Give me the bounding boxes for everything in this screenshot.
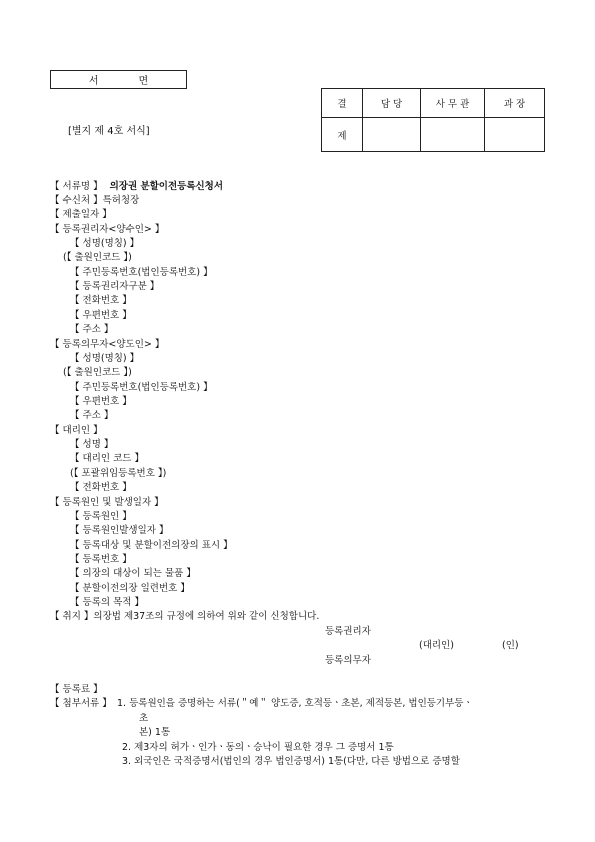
- title-char-2: 면: [138, 76, 149, 87]
- approval-sign-1: [363, 118, 421, 152]
- field-obligor-address: 【 주소 】: [70, 410, 114, 421]
- sign-agent: (대리인): [419, 640, 454, 651]
- field-agent-phone: 【 전화번호 】: [70, 482, 132, 493]
- approval-col-3: 과 장: [485, 89, 545, 118]
- attachment-item-1-cont: 초: [139, 713, 149, 724]
- field-cause-item: 【 등록원인 】: [70, 511, 132, 522]
- field-holder-address: 【 주소 】: [70, 324, 114, 335]
- approval-col-1: 담 당: [363, 89, 421, 118]
- field-holder-name: 【 성명(명칭) 】: [70, 238, 140, 249]
- field-article: 【 의장의 대상이 되는 물품 】: [70, 568, 196, 579]
- field-holder-zip: 【 우편번호 】: [70, 310, 132, 321]
- field-obligor-resident-no: 【 주민등록번호(법인등록번호) 】: [70, 382, 213, 393]
- field-holder: 【 등록권리자<양수인> 】: [50, 224, 165, 235]
- sign-seal: (인): [502, 640, 519, 651]
- field-holder-resident-no: 【 주민등록번호(법인등록번호) 】: [70, 267, 213, 278]
- field-obligor-applicant-code: (【 출원인코드 】): [63, 367, 132, 378]
- field-purpose: 【 등록의 목적 】: [70, 597, 144, 608]
- field-target: 【 등록대상 및 분할이전의장의 표시 】: [70, 540, 233, 551]
- field-purport: 【 취지 】의장법 제37조의 규정에 의하여 위와 같이 신청합니다.: [50, 611, 320, 622]
- field-attachments: 【 첨부서류 】: [50, 698, 112, 709]
- sign-obligor: 등록의무자: [325, 655, 371, 666]
- field-recipient: 【 수신처 】특허청장: [50, 195, 140, 206]
- approval-sign-3: [485, 118, 545, 152]
- field-obligor-zip: 【 우편번호 】: [70, 396, 132, 407]
- approval-table: [321, 88, 545, 152]
- field-holder-type: 【 등록권리자구분 】: [70, 281, 160, 292]
- approval-sign-2: [421, 118, 485, 152]
- field-cause-date: 【 등록원인발생일자 】: [70, 525, 169, 536]
- field-agent-code: 【 대리인 코드 】: [70, 453, 144, 464]
- field-reg-no: 【 등록번호 】: [70, 554, 132, 565]
- field-doc-name: 【 서류명 】 의장권 분할이전등록신청서: [50, 181, 224, 192]
- field-obligor-name: 【 성명(명칭) 】: [70, 353, 140, 364]
- field-cause: 【 등록원인 및 발생일자 】: [50, 497, 164, 508]
- field-obligor: 【 등록의무자<양도인> 】: [50, 339, 165, 350]
- field-agent: 【 대리인 】: [50, 425, 103, 436]
- attachment-item-2: 2. 제3자의 허가ㆍ인가ㆍ동의ㆍ승낙이 필요한 경우 그 증명서 1통: [122, 742, 394, 753]
- field-serial-no: 【 분할이전의장 일련번호 】: [70, 583, 190, 594]
- field-agent-name: 【 성명 】: [70, 439, 114, 450]
- attachment-item-3: 3. 외국인은 국적증명서(법인의 경우 법인증명서) 1통(다만, 다른 방법으로 증명할: [122, 756, 460, 767]
- field-fee: 【 등록료 】: [50, 684, 103, 695]
- approval-col-2: 사 무 관: [421, 89, 485, 118]
- approval-side-top: 결: [322, 89, 363, 118]
- attachment-item-1: 1. 등록원인을 증명하는 서류(＂예＂ 양도증, 호적등ㆍ초본, 제적등본, 법인등기부등ㆍ: [117, 698, 473, 709]
- field-submit-date: 【 제출일자 】: [50, 209, 112, 220]
- title-char-1: 서: [88, 76, 99, 87]
- sign-holder: 등록권리자: [325, 626, 371, 637]
- form-title-box: [50, 70, 187, 89]
- field-holder-phone: 【 전화번호 】: [70, 295, 132, 306]
- field-agent-poa-no: (【 포괄위임등록번호 】): [70, 468, 167, 479]
- doc-title: 의장권 분할이전등록신청서: [109, 181, 224, 192]
- form-number: [별지 제 4호 서식]: [68, 126, 150, 137]
- field-holder-applicant-code: (【 출원인코드 】): [63, 252, 132, 263]
- approval-side-bottom: 제: [322, 118, 363, 152]
- attachment-item-1-end: 본) 1통: [139, 727, 171, 738]
